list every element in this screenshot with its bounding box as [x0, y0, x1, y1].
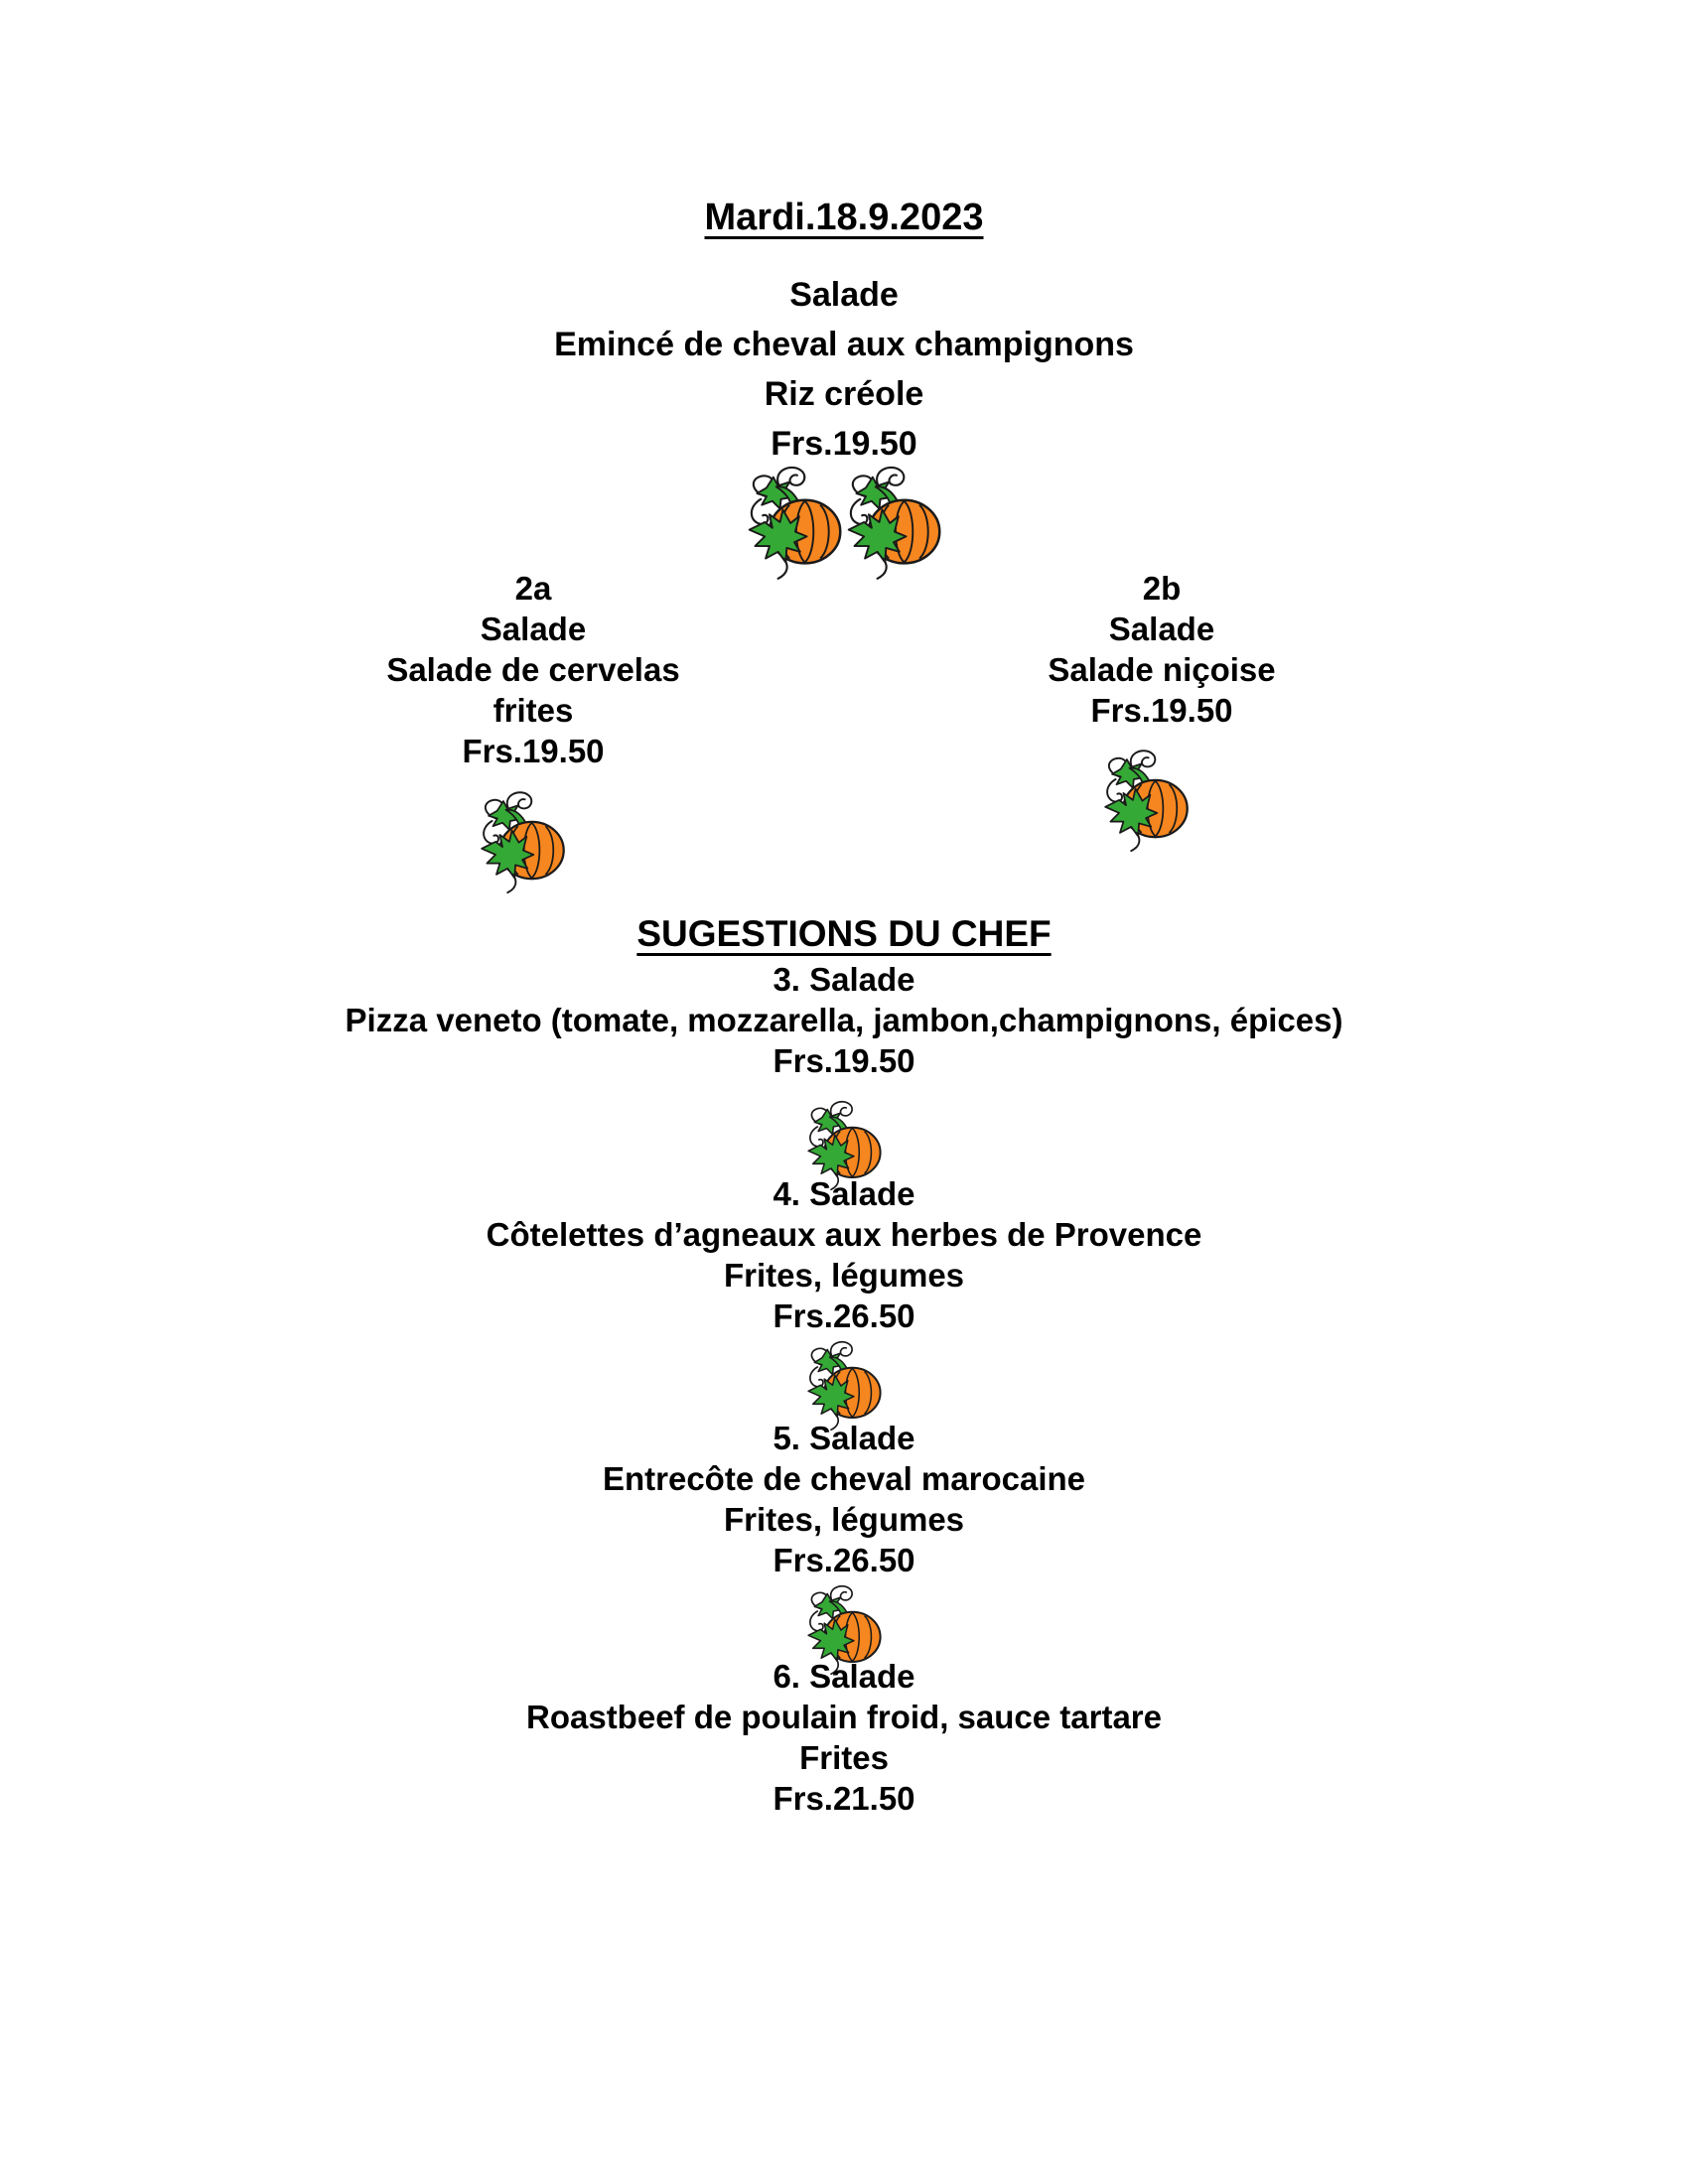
- price-line: Frs.19.50: [773, 1042, 915, 1079]
- menu-line: Roastbeef de poulain froid, sauce tartare: [526, 1699, 1162, 1735]
- menu-line: Riz créole: [764, 375, 924, 413]
- menu-line: Pizza veneto (tomate, mozzarella, jambon,champignons, épices): [345, 1002, 1343, 1038]
- menu-line: Salade de cervelas: [386, 651, 680, 688]
- menu-line: Frites, légumes: [723, 1257, 965, 1294]
- menu-line: Salade: [480, 611, 587, 647]
- menu-line: Frites: [799, 1739, 889, 1776]
- menu-line: 5. Salade: [773, 1420, 915, 1456]
- option-2a-block: [275, 568, 791, 771]
- suggestion-item-3: [0, 959, 1688, 1081]
- menu-line: Salade: [1108, 611, 1215, 647]
- pumpkin-icon: [1098, 747, 1194, 852]
- price-line: Frs.26.50: [773, 1542, 915, 1578]
- menu-line: 4. Salade: [773, 1175, 915, 1212]
- price-line: Frs.19.50: [771, 425, 917, 463]
- date-title: Mardi.18.9.2023: [704, 197, 984, 238]
- menu-line: Entrecôte de cheval marocaine: [602, 1460, 1086, 1497]
- option-label: 2a: [514, 570, 552, 607]
- menu-line: Emincé de cheval aux champignons: [554, 326, 1134, 363]
- price-line: Frs.26.50: [773, 1297, 915, 1334]
- menu-line: Frites, légumes: [723, 1501, 965, 1538]
- price-line: Frs.19.50: [1090, 692, 1233, 729]
- suggestion-item-4: [0, 1173, 1688, 1336]
- option-label: 2b: [1142, 570, 1182, 607]
- menu-line: 3. Salade: [773, 961, 915, 998]
- option-2b-block: [904, 568, 1420, 731]
- pumpkin-icon: [841, 463, 946, 580]
- menu-line: Salade: [789, 276, 899, 314]
- menu-line: 6. Salade: [773, 1658, 915, 1695]
- pumpkin-pair: [0, 463, 1688, 580]
- suggestion-item-5: [0, 1418, 1688, 1580]
- pumpkin-icon: [742, 463, 847, 580]
- suggestions-heading: SUGESTIONS DU CHEF: [636, 913, 1052, 954]
- suggestion-item-6: [0, 1656, 1688, 1819]
- price-line: Frs.19.50: [462, 733, 605, 769]
- menu-line: Salade niçoise: [1048, 651, 1276, 688]
- price-line: Frs.21.50: [773, 1780, 915, 1817]
- pumpkin-icon: [475, 788, 570, 893]
- menu-line: Côtelettes d’agneaux aux herbes de Provence: [486, 1216, 1202, 1253]
- plat-du-jour-block: [0, 270, 1688, 469]
- menu-line: frites: [492, 692, 574, 729]
